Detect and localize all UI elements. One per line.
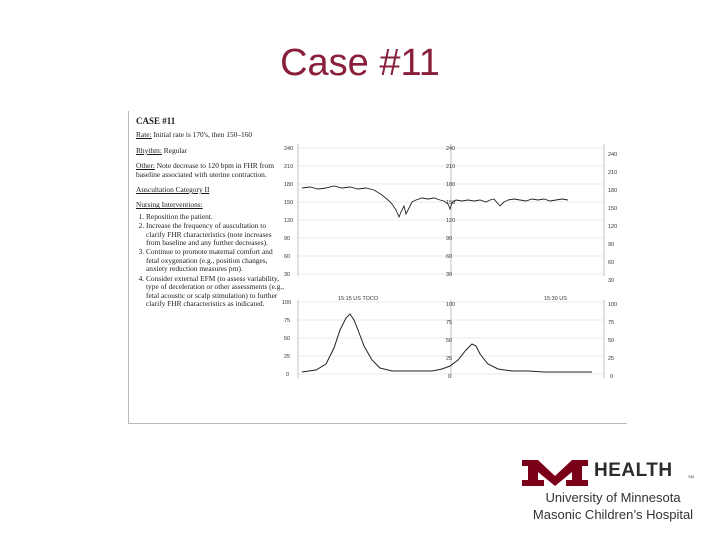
uc-scale-right-label: 0 — [610, 374, 614, 380]
intervention-item: 4. Consider external EFM (to assess variability, type of deceleration or other assessments (e.g., fetal acoustic or scalp stimulation) to further clarify FHR characteristics as indicated. — [146, 275, 286, 309]
uc-timestamp-right: 15:30 US — [544, 296, 567, 302]
intervention-item: 3. Continue to promote maternal comfort and fetal oxygenation (e.g., position changes, anxiety reduction measures prn). — [146, 248, 286, 273]
fhr-scale-left-label: 210 — [284, 164, 294, 170]
interventions-label: Nursing Interventions: — [136, 200, 203, 210]
fhr-scale-right-label: 120 — [608, 224, 618, 230]
university-logo — [518, 458, 708, 524]
rate-text: Initial rate is 170's, then 150–160 — [153, 130, 253, 140]
uc-scale-left-label: 75 — [284, 318, 291, 324]
block-m-icon — [520, 458, 590, 488]
uc-strip — [282, 290, 622, 386]
fhr-scale-right-label: 30 — [608, 278, 615, 284]
fhr-strip — [282, 140, 622, 286]
fhr-scale-left-label: 60 — [284, 254, 291, 260]
rate-label: Rate: — [136, 130, 152, 140]
uc-scale-left-label: 50 — [284, 336, 291, 342]
fhr-scale-left-label: 180 — [284, 182, 294, 188]
uc-scale-mid-label: 25 — [446, 356, 453, 362]
fhr-scale-mid-label: 30 — [446, 272, 453, 278]
logo-line-hospital: Masonic Children’s Hospital — [532, 507, 694, 522]
other-label: Other: — [136, 161, 155, 171]
uc-scale-right-label: 25 — [608, 356, 615, 362]
category-note — [136, 186, 286, 194]
uc-scale-right-label: 50 — [608, 338, 615, 344]
intervention-item: 2. Increase the frequency of auscultation to clarify FHR characteristics (note increases from baseline and any further decreases). — [146, 222, 286, 247]
fhr-scale-mid-label: 150 — [446, 200, 456, 206]
uc-scale-right-label: 75 — [608, 320, 615, 326]
uc-scale-left-label: 100 — [282, 300, 292, 306]
fhr-scale-mid-label: 180 — [446, 182, 456, 188]
uc-scale-left-label: 25 — [284, 354, 291, 360]
fhr-scale-left-label: 240 — [284, 146, 294, 152]
service-mark: SM — [688, 474, 694, 479]
fhr-scale-mid-label: 90 — [446, 236, 453, 242]
health-wordmark: HEALTH — [594, 460, 673, 481]
logo-line-university: University of Minnesota — [545, 490, 681, 505]
uc-scale-mid-label: 0 — [448, 374, 452, 380]
rhythm-note — [136, 147, 286, 155]
uc-scale-mid-label: 75 — [446, 320, 453, 326]
interventions-list — [136, 213, 286, 308]
other-note — [136, 162, 286, 179]
fhr-scale-mid-label: 210 — [446, 164, 456, 170]
fhr-scale-right-label: 180 — [608, 188, 618, 194]
fhr-scale-right-label: 60 — [608, 260, 615, 266]
fhr-scale-left-label: 120 — [284, 218, 294, 224]
fhr-scale-right-label: 210 — [608, 170, 618, 176]
uc-scale-right-label: 100 — [608, 302, 618, 308]
intervention-item: 1. Reposition the patient. — [146, 213, 286, 221]
uc-scale-mid-label: 100 — [446, 302, 456, 308]
rate-note — [136, 131, 286, 139]
fhr-scale-mid-label: 240 — [446, 146, 456, 152]
other-text: Note decrease to 120 bpm in FHR from baseline associated with uterine contraction. — [136, 161, 274, 179]
fhr-scale-left-label: 30 — [284, 272, 291, 278]
uc-scale-left-label: 0 — [286, 372, 290, 378]
case-heading: CASE #11 — [136, 116, 176, 126]
rhythm-label: Rhythm: — [136, 145, 162, 155]
fhr-scale-right-label: 90 — [608, 242, 615, 248]
case-notes — [136, 117, 286, 309]
fhr-scale-right-label: 150 — [608, 206, 618, 212]
uc-timestamp-left: 15:15 US TOCO — [338, 296, 379, 302]
interventions-note — [136, 201, 286, 308]
fhr-scale-left-label: 150 — [284, 200, 294, 206]
category-label: Auscultation Category II — [136, 185, 210, 195]
slide-title: Case #11 — [280, 42, 440, 84]
fhr-scale-left-label: 90 — [284, 236, 291, 242]
fhr-scale-right-label: 240 — [608, 152, 618, 158]
fhr-scale-mid-label: 60 — [446, 254, 453, 260]
fhr-trace — [302, 186, 568, 217]
fhr-scale-mid-label: 120 — [446, 218, 456, 224]
rhythm-text: Regular — [163, 145, 188, 155]
uc-scale-mid-label: 50 — [446, 338, 453, 344]
